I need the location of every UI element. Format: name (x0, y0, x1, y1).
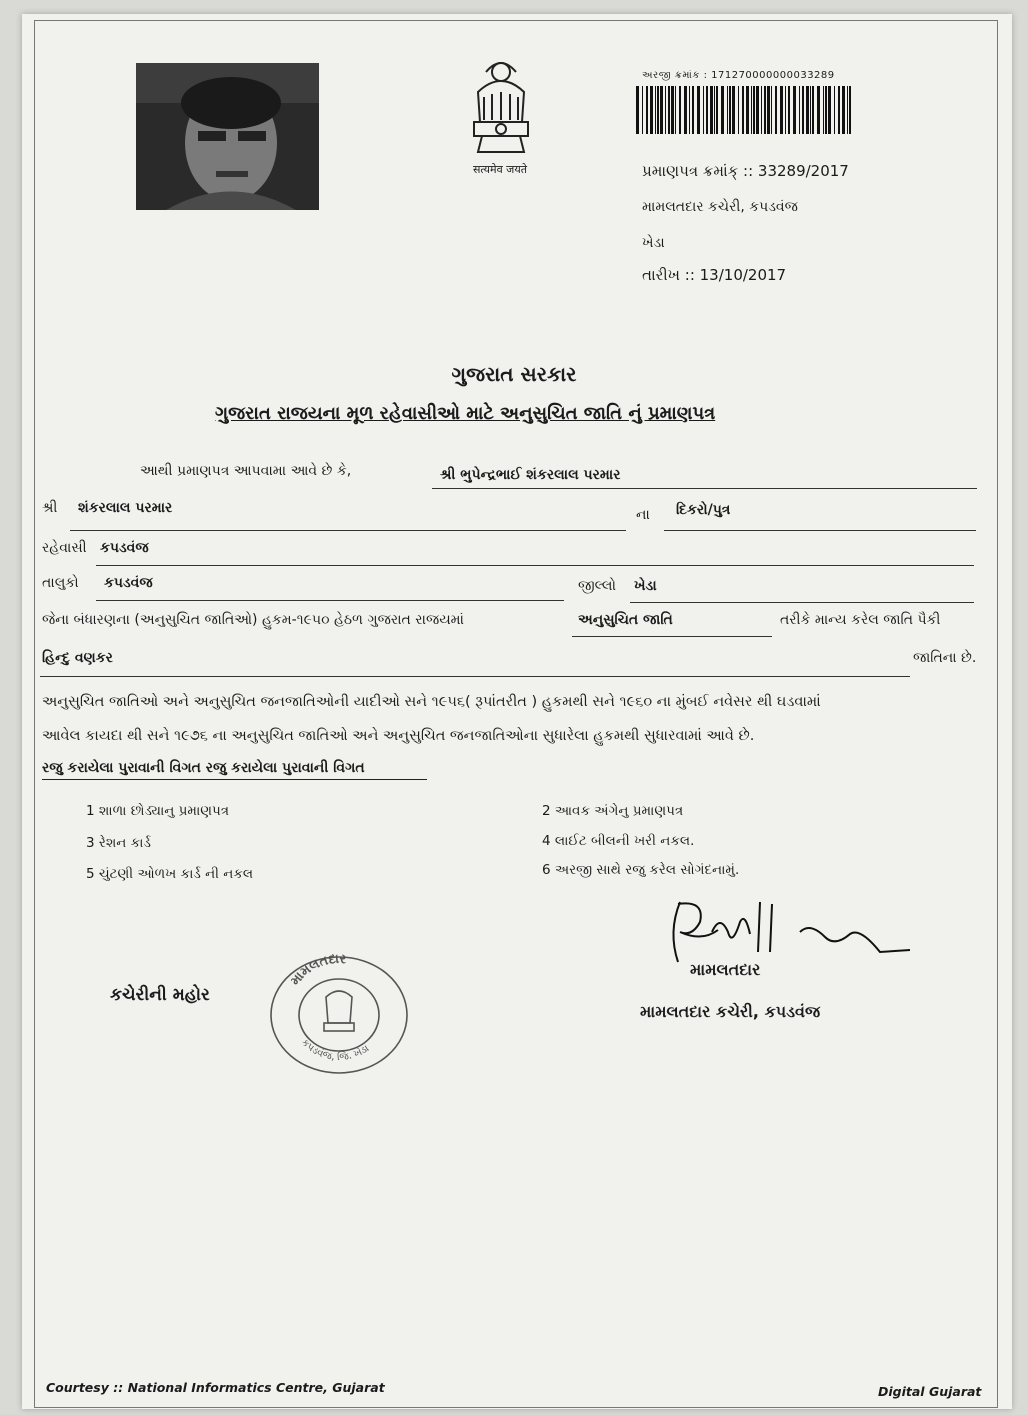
taluka-value: કપડવંજ (104, 575, 153, 591)
emblem-motto: सत्यमेव जयते (472, 163, 527, 176)
caste-underline (40, 676, 910, 677)
caste-value: હિન્દુ વણકર (42, 650, 113, 666)
relation-underline (664, 530, 976, 531)
barcode-icon (636, 86, 853, 134)
legal-paragraph-line-1: અનુસુચિત જાતિઓ અને અનુસુચિત જનજાતિઓની યાદીઓ સને ૧૯૫૬( રૂપાંતરીત ) હુકમથી સને ૧૯૬૦ ના મુંબઈ નવેસર થી ઘડવામાં (42, 694, 821, 710)
evidence-item: 1 શાળા છોડ્યાનુ પ્રમાણપત્ર (86, 803, 230, 819)
applicant-name: શ્રી ભુપેન્દ્રભાઈ શંકરલાલ પરમાર (440, 467, 621, 483)
certificate-number: પ્રમાણપત્ર ક્રમાંક્ :: 33289/2017 (642, 162, 849, 180)
intro-label: આથી પ્રમાણપત્ર આપવામા આવે છે કે, (140, 463, 352, 479)
seal-ring-top: મામલતદાર (287, 951, 347, 989)
evidence-item: 6 અરજી સાથે રજુ કરેલ સોગંદનામું. (542, 862, 740, 878)
issue-date: તારીખ :: 13/10/2017 (642, 266, 787, 284)
evidence-item: 4 લાઈટ બીલની ખરી નકલ. (542, 833, 695, 849)
evidence-heading: રજુ કરાયેલા પુરાવાની વિગત રજુ કરાયેલા પુરાવાની વિગત (42, 760, 427, 780)
issuing-district: ખેડા (642, 235, 665, 251)
father-underline (70, 530, 626, 531)
na-label: ના (636, 507, 650, 523)
applicant-photo (136, 63, 319, 210)
resident-underline (96, 565, 974, 566)
evidence-item: 3 રેશન કાર્ડ (86, 835, 151, 851)
relation-value: દિકરો/પુત્ર (676, 502, 731, 518)
issuing-office: મામલતદાર કચેરી, કપડવંજ (642, 199, 798, 215)
taluka-underline (96, 600, 564, 601)
father-name: શંકરલાલ પરમાર (78, 500, 173, 516)
national-emblem-icon (456, 52, 546, 172)
office-seal-label: કચેરીની મહોર (110, 985, 210, 1005)
order-text: જેના બંધારણના (અનુસુચિત જાતિઓ) હુકમ-૧૯૫૦ હેઠળ ગુજરાત રાજયમાં (42, 612, 464, 628)
evidence-item: 2 આવક અંગેનુ પ્રમાણપત્ર (542, 803, 684, 819)
footer-courtesy: Courtesy :: National Informatics Centre, Gujarat (46, 1380, 385, 1395)
district-underline (630, 602, 974, 603)
certificate-subtitle: ગુજરાત રાજયના મૂળ રહેવાસીઓ માટે અનુસુચિત જાતિ નું પ્રમાણપત્ર (215, 403, 716, 424)
taluka-label: તાલુકો (42, 575, 79, 591)
resident-label: રહેવાસી (42, 540, 87, 556)
recognized-text: તરીકે માન્ય કરેલ જાતિ પૈકી (780, 612, 941, 628)
legal-paragraph-line-2: આવેલ કાયદા થી સને ૧૯૭૬ ના અનુસુચિત જાતિઓ અને અનુસુચિત જનજાતિઓના સુધારેલા હુકમથી સુધારવામાં આવે છે. (42, 728, 755, 744)
application-number: અરજી ક્રમાંક : 171270000000033289 (642, 70, 835, 81)
resident-value: કપડવંજ (100, 540, 149, 556)
signatory-designation: મામલતદાર (690, 960, 761, 979)
seal-ring-bottom: કપડવંજ, જિ. ખેડા (299, 1037, 372, 1064)
footer-brand: Digital Gujarat (878, 1384, 982, 1399)
office-seal-icon (264, 945, 414, 1075)
district-value: ખેડા (634, 578, 657, 594)
category-underline (572, 636, 772, 637)
caste-suffix: જાતિના છે. (913, 650, 977, 666)
signatory-office: મામલતદાર કચેરી, કપડવંજ (640, 1002, 821, 1021)
category-value: અનુસુચિત જાતિ (578, 612, 673, 628)
shri-label: શ્રી (42, 500, 58, 516)
evidence-item: 5 ચુંટણી ઓળખ કાર્ડ ની નકલ (86, 866, 254, 882)
page-title: ગુજરાત સરકાર (451, 362, 577, 386)
district-label: જીલ્લો (578, 578, 616, 594)
applicant-underline (432, 488, 977, 489)
